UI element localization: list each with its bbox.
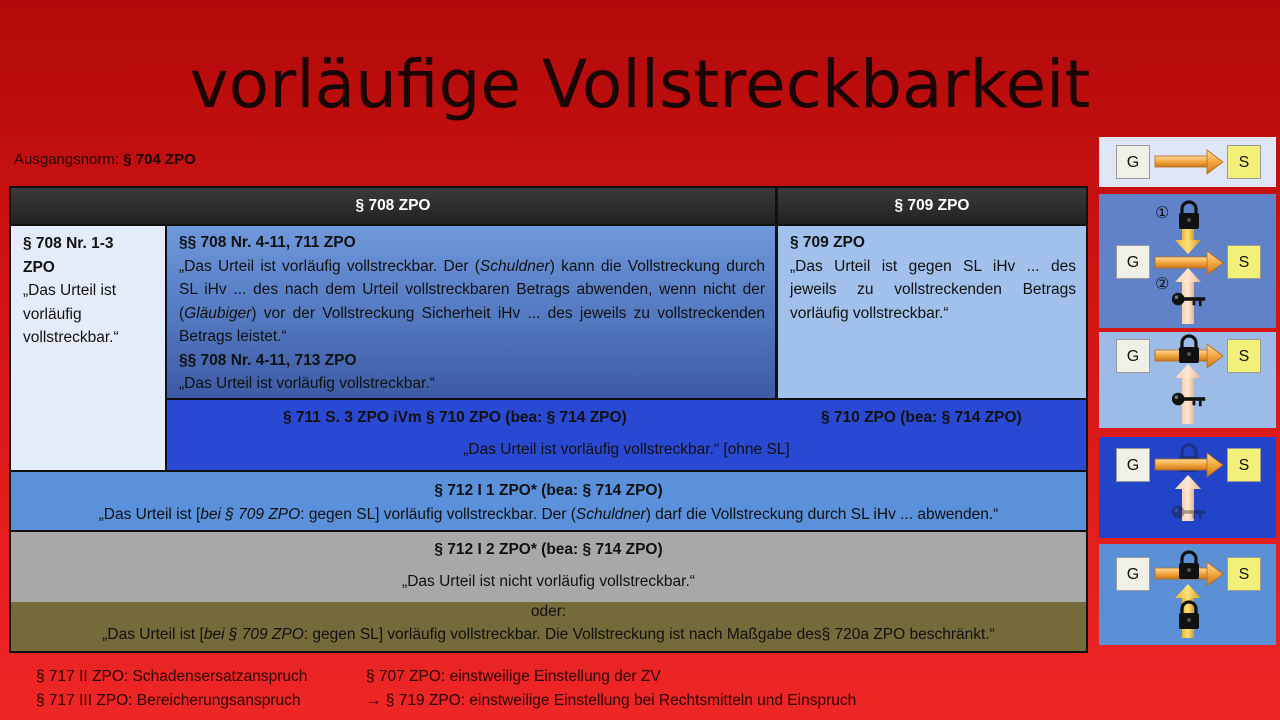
cell-711-title: § 711 S. 3 ZPO iVm § 710 ZPO (bea: § 714 ZPO) [283, 409, 627, 426]
page-title: vorläufige Vollstreckbarkeit [189, 46, 1091, 123]
gläubiger-box: G [1116, 339, 1150, 373]
cell-711-710 [167, 400, 1086, 470]
cell-708-713-title: §§ 708 Nr. 4-11, 713 ZPO [179, 351, 357, 369]
cell-709-text: „Das Urteil ist gegen SL iHv ... des jeweils zu vollstreckenden Betrags vorläufig vollstreckbar.“ [790, 257, 1076, 322]
cell-708-711-text: „Das Urteil ist vorläufig vollstreckbar. Der (Schuldner) kann die Vollstreckung durch SL iHv ... des nach dem Urteil vollstreckbaren Betrags abwenden, wenn nicht der (Gläubiger) vor der Vollstreckung Sicherheit iHv ... des jeweils zu vollstreckenden Betrags leistet.“ [179, 257, 765, 345]
schuldner-box: S [1227, 448, 1261, 482]
diagram-3 [1099, 332, 1276, 428]
ausgangsnorm-norm: § 704 ZPO [123, 151, 196, 168]
lock-icon [1179, 202, 1199, 229]
lock-icon [1179, 336, 1199, 363]
cell-709-title: § 709 ZPO [790, 234, 865, 251]
cell-710-title: § 710 ZPO (bea: § 714 ZPO) [821, 409, 1022, 426]
diagram-2 [1099, 194, 1276, 328]
lock-icon [1179, 552, 1199, 579]
marker-2: ② [1155, 276, 1170, 293]
marker-1: ① [1155, 205, 1170, 222]
cell-712-2 [11, 532, 1086, 602]
schuldner-box: S [1227, 245, 1261, 279]
overview-table [9, 186, 1088, 653]
footer-719: → § 719 ZPO: einstweilige Einstellung bei Rechtsmitteln und Einspruch [366, 692, 857, 709]
cell-708-713-text: „Das Urteil ist vorläufig vollstreckbar.“ [179, 375, 435, 392]
gläubiger-box: G [1116, 245, 1150, 279]
cell-712-1 [11, 472, 1086, 530]
footer-707: § 707 ZPO: einstweilige Einstellung der ZV [366, 668, 661, 685]
header-709: § 709 ZPO [778, 188, 1086, 224]
gläubiger-box: G [1116, 448, 1150, 482]
schuldner-box: S [1227, 145, 1261, 179]
schuldner-box: S [1227, 557, 1261, 591]
ausgangsnorm [14, 151, 196, 168]
ausgangsnorm-label: Ausgangsnorm: [14, 151, 120, 168]
header-708: § 708 ZPO [11, 188, 775, 224]
diagram-1 [1099, 137, 1276, 187]
cell-709 [778, 226, 1086, 398]
cell-oder-label: oder: [530, 603, 567, 620]
diagram-4 [1099, 437, 1276, 538]
cell-711-710-text: „Das Urteil ist vorläufig vollstreckbar.“ [ohne SL] [463, 441, 790, 458]
cell-oder [11, 602, 1086, 651]
cell-708-nr-1-3-title: § 708 Nr. 1-3 ZPO [23, 235, 114, 276]
cell-708-nr-4-11 [167, 226, 775, 398]
cell-712-2-title: § 712 I 2 ZPO* (bea: § 714 ZPO) [434, 541, 663, 558]
gläubiger-box: G [1116, 557, 1150, 591]
schuldner-box: S [1227, 339, 1261, 373]
cell-oder-text: „Das Urteil ist [bei § 709 ZPO: gegen SL] vorläufig vollstreckbar. Die Vollstreckung ist nach Maßgabe des§ 720a ZPO beschränkt.“ [102, 626, 995, 643]
diagram-5 [1099, 544, 1276, 645]
cell-708-nr-1-3 [11, 226, 165, 470]
cell-708-711-title: §§ 708 Nr. 4-11, 711 ZPO [179, 234, 356, 251]
footer-717-iii: § 717 III ZPO: Bereicherungsanspruch [36, 692, 301, 709]
cell-712-1-text: „Das Urteil ist [bei § 709 ZPO: gegen SL] vorläufig vollstreckbar. Der (Schuldner) darf die Vollstreckung durch SL iHv ... abwenden.“ [98, 505, 999, 523]
cell-712-1-title: § 712 I 1 ZPO* (bea: § 714 ZPO) [434, 482, 663, 499]
cell-712-2-text: „Das Urteil ist nicht vorläufig vollstreckbar.“ [402, 573, 695, 590]
arrow-right-icon [1155, 150, 1223, 174]
gläubiger-box: G [1116, 145, 1150, 179]
footer-717-ii: § 717 II ZPO: Schadensersatzanspruch [36, 668, 308, 685]
cell-708-nr-1-3-text: „Das Urteil ist vorläufig vollstreckbar.“ [23, 282, 119, 346]
